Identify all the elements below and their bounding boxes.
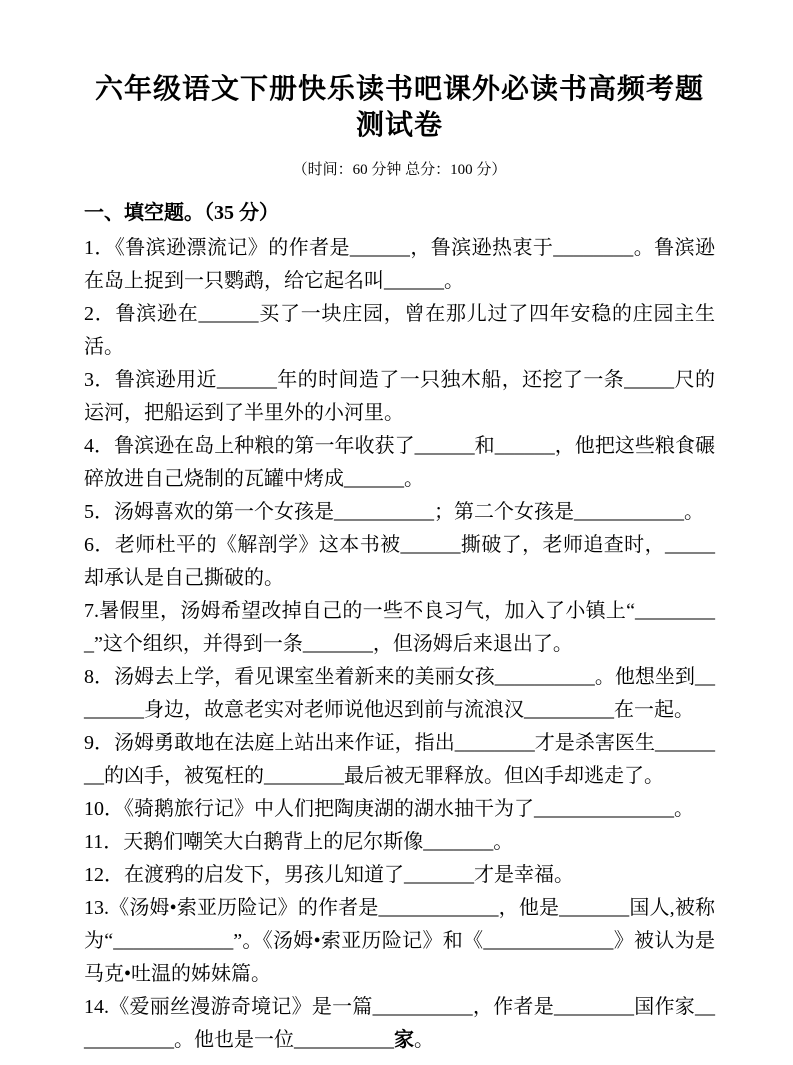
question-14-bold-word: 家 xyxy=(394,1029,414,1051)
question-3: 3．鲁滨逊用近______年的时间造了一只独木船，还挖了一条_____尺的运河，把船运到了半里外的小河里。 xyxy=(84,369,715,424)
question-14-text: 14.《爱丽丝漫游奇境记》是一篇__________，作者是________国作家___________。他也是一位__________ xyxy=(84,996,715,1051)
question-12: 12．在渡鸦的启发下，男孩儿知道了_______才是幸福。 xyxy=(84,864,574,886)
question-1: 1．《鲁滨逊漂流记》的作者是______，鲁滨逊热衷于________。鲁滨逊在岛上捉到一只鹦鹉，给它起名叫______。 xyxy=(84,237,715,292)
question-10: 10．《骑鹅旅行记》中人们把陶庚湖的湖水抽干为了______________。 xyxy=(84,798,694,820)
question-7: 7.暑假里，汤姆希望改掉自己的一些不良习气，加入了小镇上“_________”这个组织，并得到一条_______，但汤姆后来退出了。 xyxy=(84,600,715,655)
question-5: 5．汤姆喜欢的第一个女孩是__________；第二个女孩是___________。 xyxy=(84,501,704,523)
question-8: 8．汤姆去上学，看见课室坐着新来的美丽女孩__________。他想坐到________身边，故意老实对老师说他迟到前与流浪汉_________在一起。 xyxy=(84,666,715,721)
page-title: 六年级语文下册快乐读书吧课外必读书高频考题测试卷 xyxy=(94,74,704,141)
question-14-period: 。 xyxy=(414,1029,434,1051)
exam-info: （时间：60 分钟 总分：100 分） xyxy=(292,162,507,178)
section-heading: 一、填空题。（35 分） xyxy=(84,202,279,224)
question-13: 13.《汤姆•索亚历险记》的作者是____________，他是_______国人,被称为“____________”。《汤姆•索亚历险记》和《_____________》被认为是马克•吐温的姊妹篇。 xyxy=(84,897,715,985)
question-list xyxy=(84,232,715,1057)
question-11: 11．天鹅们嘲笑大白鹅背上的尼尔斯像_______。 xyxy=(84,831,514,853)
question-9: 9．汤姆勇敢地在法庭上站出来作证，指出________才是杀害医生________的凶手，被冤枉的________最后被无罪释放。但凶手却逃走了。 xyxy=(84,732,715,787)
question-14 xyxy=(84,991,715,1057)
question-2: 2．鲁滨逊在______买了一块庄园，曾在那儿过了四年安稳的庄园主生活。 xyxy=(84,303,715,358)
question-6: 6．老师杜平的《解剖学》这本书被______撕破了，老师追查时，_____却承认是自己撕破的。 xyxy=(84,534,715,589)
question-4: 4．鲁滨逊在岛上种粮的第一年收获了______和______，他把这些粮食碾碎放进自己烧制的瓦罐中烤成______。 xyxy=(84,435,715,490)
